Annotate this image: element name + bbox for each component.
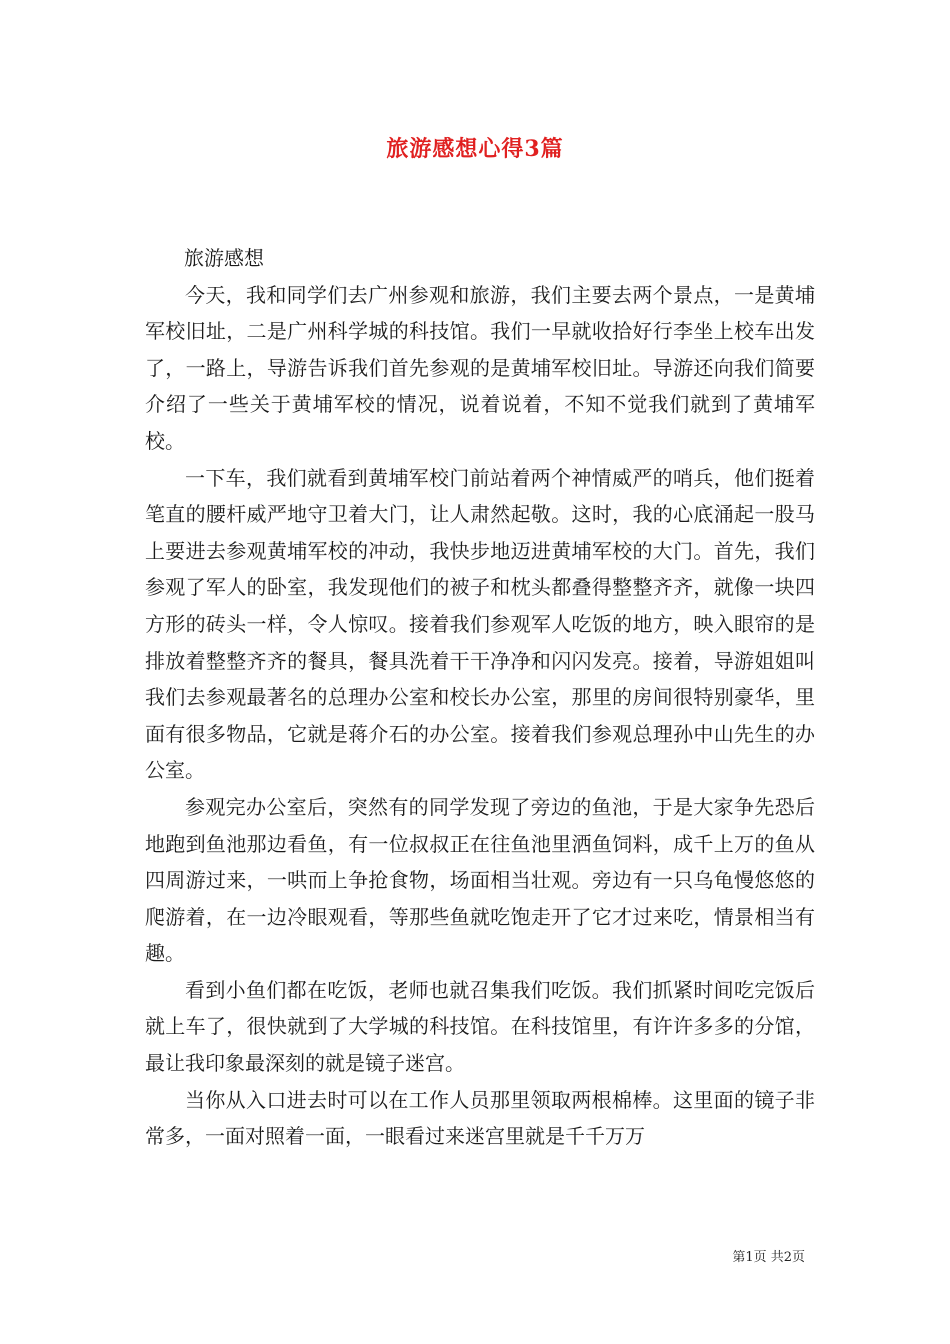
document-body [145,240,815,1155]
document-title: 旅游感想心得3篇 [386,136,564,162]
paragraph: 看到小鱼们都在吃饭，老师也就召集我们吃饭。我们抓紧时间吃完饭后就上车了，很快就到了大学城的科技馆。在科技馆里，有许许多多的分馆，最让我印象最深刻的就是镜子迷宫。 [145,977,815,1076]
paragraph: 当你从入口进去时可以在工作人员那里领取两根棉棒。这里面的镜子非常多，一面对照着一面，一眼看过来迷宫里就是千千万万 [145,1087,815,1149]
section-heading: 旅游感想 [184,246,264,270]
page-number-footer: 第1页 共2页 [732,1250,805,1265]
paragraph: 一下车，我们就看到黄埔军校门前站着两个神情威严的哨兵，他们挺着笔直的腰杆威严地守卫着大门，让人肃然起敬。这时，我的心底涌起一股马上要进去参观黄埔军校的冲动，我快步地迈进黄埔军校的大门。首先，我们参观了军人的卧室，我发现他们的被子和枕头都叠得整整齐齐，就像一块四方形的砖头一样，令人惊叹。接着我们参观军人吃饭的地方，映入眼帘的是排放着整整齐齐的餐具，餐具洗着干干净净和闪闪发亮。接着，导游姐姐叫我们去参观最著名的总理办公室和校长办公室，那里的房间很特别豪华，里面有很多物品，它就是蒋介石的办公室。接着我们参观总理孙中山先生的办公室。 [145,465,815,783]
paragraph: 今天，我和同学们去广州参观和旅游，我们主要去两个景点，一是黄埔军校旧址，二是广州科学城的科技馆。我们一早就收拾好行李坐上校车出发了，一路上，导游告诉我们首先参观的是黄埔军校旧址。导游还向我们简要介绍了一些关于黄埔军校的情况，说着说着，不知不觉我们就到了黄埔军校。 [145,282,815,453]
paragraph: 参观完办公室后，突然有的同学发现了旁边的鱼池，于是大家争先恐后地跑到鱼池那边看鱼，有一位叔叔正在往鱼池里洒鱼饲料，成千上万的鱼从四周游过来，一哄而上争抢食物，场面相当壮观。旁边有一只乌龟慢悠悠的爬游着，在一边冷眼观看，等那些鱼就吃饱走开了它才过来吃，情景相当有趣。 [145,794,815,966]
